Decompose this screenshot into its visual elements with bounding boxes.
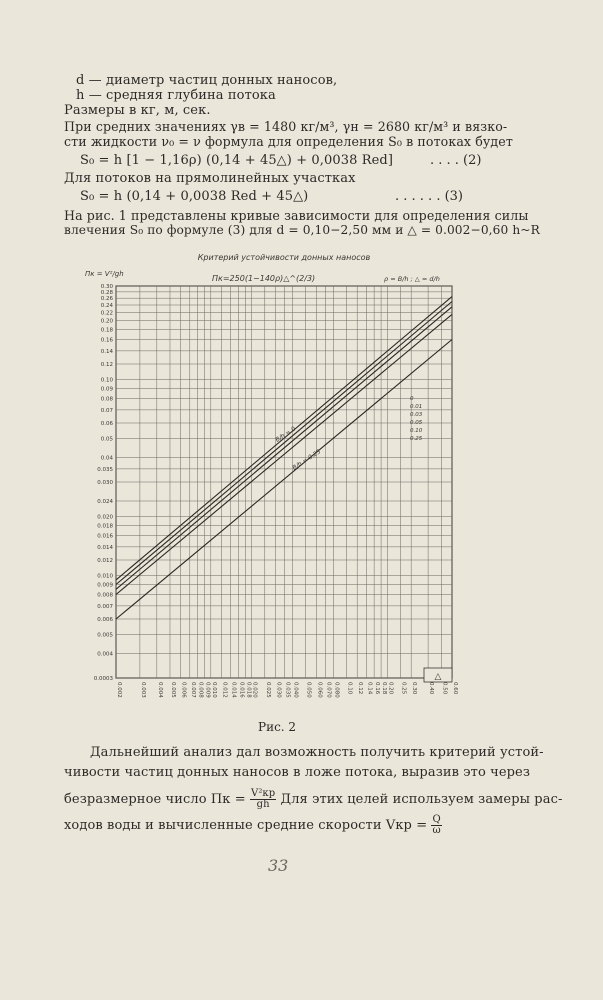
x-tick-label: 0.004	[156, 682, 163, 698]
text-line-1: d — диаметр частиц донных наносов,	[76, 73, 338, 88]
y-tick-label: 0.035	[97, 466, 113, 473]
x-tick-label: 0.018	[245, 682, 252, 698]
legend-value: 0.25	[410, 436, 423, 442]
y-tick-label: 0.012	[97, 557, 113, 564]
x-tick-label: 0.005	[169, 682, 176, 698]
y-tick-label: 0.006	[97, 616, 113, 623]
legend-value: 0.05	[410, 420, 423, 426]
x-tick-label: 0.40	[428, 682, 435, 695]
y-tick-label: 0.009	[97, 582, 113, 589]
chart-svg	[84, 248, 472, 708]
paragraph-line-3	[64, 789, 562, 810]
paragraph-line-4-start: ходов воды и вычисленные средние скорости Vкр =	[64, 818, 428, 833]
text-line-3: Размеры в кг, м, сек.	[64, 103, 211, 118]
x-tick-label: 0.050	[305, 682, 312, 698]
curve-label-bottom: B/h = 0.25	[291, 448, 323, 472]
x-tick-label: 0.006	[180, 682, 187, 698]
fraction-numerator: V²кр	[251, 788, 276, 799]
x-tick-label: 0.003	[139, 682, 146, 698]
y-tick-label: 0.016	[97, 533, 113, 540]
x-tick-label: 0.16	[374, 682, 381, 695]
text-line-6: Для потоков на прямолинейных участках	[64, 171, 356, 186]
y-tick-label: 0.008	[97, 592, 113, 599]
x-tick-label: 0.10	[346, 682, 353, 695]
x-tick-label: 0.30	[411, 682, 418, 695]
x-tick-label: 0.007	[189, 682, 196, 698]
x-tick-label: 0.14	[366, 682, 373, 695]
x-tick-label: 0.20	[387, 682, 394, 695]
equation-3-number: . . . . . . (3)	[395, 189, 464, 204]
y-tick-label: 0.0003	[93, 676, 113, 682]
y-tick-label: 0.004	[97, 651, 113, 658]
y-tick-label: 0.05	[100, 436, 113, 443]
page-number: 33	[268, 856, 289, 875]
y-tick-label: 0.30	[100, 284, 113, 290]
y-tick-label: 0.08	[100, 396, 113, 403]
y-tick-label: 0.24	[100, 302, 113, 309]
x-tick-label: 0.060	[316, 682, 323, 698]
text-line-4: При средних значениях γв = 1480 кг/м³, γн = 2680 кг/м³ и вязко-	[64, 119, 508, 134]
text-line-8: влечения S₀ по формуле (3) для d = 0,10−2,50 мм и △ = 0.002−0,60 h~R	[64, 223, 540, 237]
y-tick-label: 0.07	[100, 407, 113, 414]
curve-label-top: B/h = 0	[274, 425, 298, 444]
x-tick-label: 0.009	[204, 682, 211, 698]
text-line-7: На рис. 1 представлены кривые зависимости для определения силы	[64, 208, 529, 223]
x-tick-label: 0.070	[325, 682, 332, 698]
x-tick-label: 0.030	[275, 682, 282, 698]
x-tick-label: 0.040	[292, 682, 299, 698]
x-tick-label: 0.18	[381, 682, 388, 695]
x-tick-label: 0.016	[238, 682, 245, 698]
y-tick-label: 0.28	[100, 289, 113, 296]
series-line	[116, 340, 452, 620]
x-tick-label: 0.080	[333, 682, 340, 698]
y-tick-label: 0.005	[97, 632, 113, 639]
legend-value: 0.03	[410, 412, 423, 418]
paragraph-line-4	[64, 815, 442, 836]
legend-value: 0	[410, 396, 414, 402]
y-tick-label: 0.007	[97, 603, 113, 610]
x-tick-label: 0.014	[230, 682, 237, 698]
x-tick-label: 0.25	[400, 682, 407, 695]
series-line	[116, 302, 452, 585]
y-tick-labels	[94, 284, 114, 682]
series-line	[116, 314, 452, 594]
figure-caption: Рис. 2	[258, 720, 297, 734]
y-tick-label: 0.14	[100, 348, 113, 355]
x-tick-labels	[116, 682, 458, 698]
fraction-denominator: gh	[256, 799, 270, 810]
chart-formula: Пк=250(1−140ρ)△^(2/3)	[212, 274, 316, 283]
text-line-5: сти жидкости ν₀ = ν формула для определения S₀ в потоках будет	[64, 134, 513, 149]
x-tick-label: 0.012	[221, 682, 228, 698]
fraction-vkr-gh	[250, 789, 276, 810]
y-tick-label: 0.06	[100, 420, 113, 427]
y-axis-label: Пк = V²/gh	[85, 270, 124, 278]
fraction-denominator-omega: ω	[432, 825, 441, 836]
y-tick-label: 0.26	[100, 296, 113, 303]
figure-2	[84, 248, 472, 708]
x-tick-label: 0.50	[441, 682, 448, 695]
y-tick-label: 0.12	[100, 361, 113, 368]
x-tick-label: 0.010	[210, 682, 217, 698]
equation-2: S₀ = h [1 − 1,16ρ) (0,14 + 45△) + 0,0038 Red]	[80, 153, 394, 168]
y-tick-label: 0.09	[100, 386, 113, 393]
y-tick-label: 0.16	[100, 337, 113, 344]
legend-value: 0.01	[410, 404, 423, 410]
y-tick-label: 0.014	[97, 544, 113, 551]
legend-value: 0.10	[410, 428, 423, 434]
fraction-numerator-q: Q	[432, 814, 441, 825]
y-tick-label: 0.22	[100, 310, 113, 317]
equation-3: S₀ = h (0,14 + 0,0038 Red + 45△)	[80, 189, 309, 204]
fraction-q-omega	[431, 815, 441, 836]
x-tick-label: 0.12	[357, 682, 364, 695]
x-tick-label: 0.035	[284, 682, 291, 698]
text-line-2: h — средняя глубина потока	[76, 88, 276, 103]
paragraph-line-2: чивости частиц донных наносов в ложе потока, выразив это через	[64, 765, 531, 780]
y-tick-label: 0.10	[100, 377, 113, 384]
legend-label: ρ = B/h ; △ = d/h	[384, 275, 440, 283]
y-tick-label: 0.20	[100, 318, 113, 325]
y-tick-label: 0.010	[97, 573, 113, 580]
y-tick-label: 0.18	[100, 327, 113, 334]
chart-series	[116, 297, 452, 619]
legend-values	[410, 396, 423, 442]
y-tick-label: 0.020	[97, 514, 113, 521]
y-tick-label: 0.024	[97, 498, 113, 505]
paragraph-line-1: Дальнейший анализ дал возможность получить критерий устой-	[90, 745, 544, 760]
horizontal-gridlines	[116, 286, 452, 678]
x-tick-label: 0.002	[116, 682, 122, 698]
y-tick-label: 0.04	[100, 455, 113, 462]
x-tick-label: 0.020	[251, 682, 258, 698]
y-tick-label: 0.018	[97, 523, 113, 530]
chart-title: Критерий устойчивости донных наносов	[197, 253, 371, 262]
equation-2-number: . . . . (2)	[430, 153, 482, 168]
paragraph-line-3-start: безразмерное число Пк =	[64, 792, 246, 807]
paragraph-line-3-end: Для этих целей используем замеры рас-	[280, 792, 563, 807]
y-tick-label: 0.030	[97, 480, 113, 486]
x-axis-label: △	[434, 672, 442, 682]
x-tick-label: 0.008	[197, 682, 204, 698]
x-tick-label: 0.60	[452, 682, 458, 695]
x-tick-label: 0.025	[264, 682, 271, 698]
